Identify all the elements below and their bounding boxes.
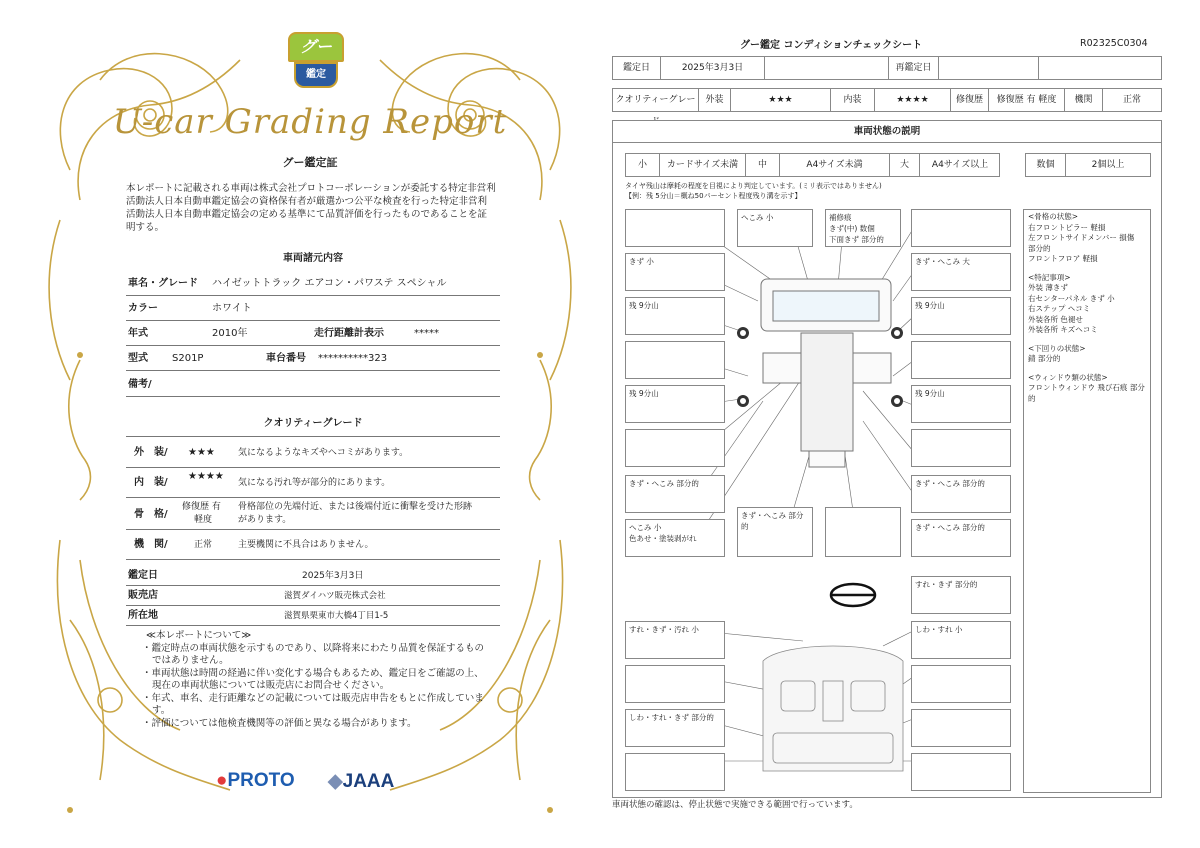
date-value: 2025年3月3日 xyxy=(661,57,765,79)
diagram-box-left-2: きず 小 xyxy=(625,253,725,291)
size-large: 大 xyxy=(890,154,920,176)
quality-grade-label: クオリティーグレー xyxy=(613,89,699,111)
state-title: 車両状態の説明 xyxy=(613,121,1161,143)
sheet-title: グー鑑定 コンディションチェックシート xyxy=(740,40,923,51)
vehicle-state-panel xyxy=(612,120,1162,798)
diagram-box xyxy=(911,753,1011,791)
date-blank xyxy=(765,57,889,79)
note-item: ・年式、車名、走行距離などの記載については販売店申告をもとに作成しています。 xyxy=(142,692,484,716)
exterior-label: 外装 xyxy=(699,89,731,111)
model-label: 型式 xyxy=(128,353,148,364)
diagram-box xyxy=(911,341,1011,379)
repair-history-label: 修復歴 xyxy=(951,89,989,111)
chassis-label: 車台番号 xyxy=(266,353,306,364)
engine-value: 正常 xyxy=(1122,95,1141,105)
int-label: 内 装/ xyxy=(134,477,168,488)
reinspection-value xyxy=(939,57,1039,79)
grade-row-engine xyxy=(126,530,500,560)
name-value: ハイゼットトラック エアコン・パワステ スペシャル xyxy=(212,278,447,289)
shop-value: 滋賀ダイハツ販売株式会社 xyxy=(284,591,386,601)
engine-desc: 主要機関に不具合はありません。 xyxy=(238,540,374,550)
date-label: 鑑定日 xyxy=(613,57,661,79)
goo-kantei-badge xyxy=(288,32,344,92)
diagram-box-right-10: しわ・すれ 小 xyxy=(911,621,1011,659)
shop-label: 販売店 xyxy=(128,590,158,601)
exterior-stars: ★★★ xyxy=(731,89,831,111)
spec-row-model xyxy=(126,346,500,371)
interior-label: 内装 xyxy=(831,89,875,111)
spec-row-name xyxy=(126,271,500,296)
color-label: カラー xyxy=(128,303,158,314)
badge-bottom-text: 鑑定 xyxy=(294,62,338,88)
count-label: 数個 xyxy=(1026,154,1066,176)
diagram-box xyxy=(825,507,901,557)
diagram-box-right-9: すれ・きず 部分的 xyxy=(911,576,1011,614)
ext-desc: 気になるようなキズやヘコミがあります。 xyxy=(238,448,409,458)
notes-title: ≪本レポートについて≫ xyxy=(146,630,252,641)
int-stars: ★★★★ xyxy=(188,471,224,482)
name-label: 車名・グレード xyxy=(128,278,198,289)
badge-top-text: グー xyxy=(288,32,344,62)
remarks-label: 備考/ xyxy=(128,379,152,390)
mileage-value: ***** xyxy=(414,328,439,339)
spec-row-year xyxy=(126,321,500,346)
chassis-value: **********323 xyxy=(318,353,388,364)
grade-row-exterior xyxy=(126,438,500,468)
diagram-box xyxy=(911,709,1011,747)
report-notes xyxy=(140,630,490,730)
engine-label: 機 関/ xyxy=(134,539,168,550)
diagram-box-left-7: きず・へこみ 部分的 xyxy=(625,475,725,513)
diagram-box xyxy=(625,753,725,791)
mileage-label: 走行距離計表示 xyxy=(314,328,384,339)
special-title: <特記事項> xyxy=(1028,272,1071,282)
address-label: 所在地 xyxy=(128,610,158,621)
inspection-row-date xyxy=(126,566,500,586)
diagram-box-left-3: 残 9分山 xyxy=(625,297,725,335)
diagram-box xyxy=(911,665,1011,703)
size-small: 小 xyxy=(626,154,660,176)
year-label: 年式 xyxy=(128,328,148,339)
diagram-box-right-8: きず・へこみ 部分的 xyxy=(911,519,1011,557)
spec-row-color xyxy=(126,296,500,321)
diagram-box-right-2: きず・へこみ 大 xyxy=(911,253,1011,291)
diagram-box-left-8: へこみ 小 色あせ・塗装剥がれ xyxy=(625,519,725,557)
sheet-code: R02325C0304 xyxy=(1080,38,1148,49)
model-value: S201P xyxy=(172,353,204,364)
report-script-title: U-car Grading Report xyxy=(112,102,508,142)
diagram-box xyxy=(625,341,725,379)
footer-note: 車両状態の確認は、停止状態で実施できる範囲で行っています。 xyxy=(612,800,858,810)
condition-info-panel xyxy=(1023,209,1151,793)
diagram-box-left-12: しわ・すれ・きず 部分的 xyxy=(625,709,725,747)
size-mid: 中 xyxy=(746,154,780,176)
diagram-box-rear-mid: きず・へこみ 部分的 xyxy=(737,507,813,557)
frame-desc-line1: 骨格部位の先端付近、または後端付近に衝撃を受けた形跡 xyxy=(238,502,473,512)
sponsor-logos xyxy=(216,770,416,800)
frame-value-line1: 修復歴 有 xyxy=(182,502,221,512)
under-title: <下回りの状態> xyxy=(1028,343,1086,353)
jaaa-logo: ◆JAAA xyxy=(328,771,395,792)
date-row xyxy=(612,56,1162,80)
diagram-box xyxy=(625,209,725,247)
inspection-row-shop xyxy=(126,586,500,606)
diagram-box xyxy=(625,429,725,467)
note-item: ・車両状態は時間の経過に伴い変化する場合もあるため、鑑定日をご確認の上、現在の車両状態については販売店にお問合せください。 xyxy=(142,667,484,691)
note-item: ・鑑定時点の車両状態を示すものであり、以降将来にわたり品質を保証するものではありません。 xyxy=(142,642,485,666)
inspection-row-address xyxy=(126,606,500,626)
certificate-body: 本レポートに記載される車両は株式会社プロトコーポレーションが委託する特定非営利活動法人日本自動車鑑定協会の資格保有者が厳選かつ公平な検査を行った特定非営利活動法人日本自動車鑑定協会の定める基準にて品質評価を行ったものであることを証明する。 xyxy=(126,183,496,233)
diagram-box-right-5: 残 9分山 xyxy=(911,385,1011,423)
engine-value: 正常 xyxy=(194,540,213,550)
diagram-box-right-7: きず・へこみ 部分的 xyxy=(911,475,1011,513)
diagram-box-right-3: 残 9分山 xyxy=(911,297,1011,335)
tire-note-1: タイヤ残山は摩耗の程度を目視により判定しています。(ミリ表示ではありません) xyxy=(625,182,882,190)
grade-row xyxy=(612,88,1162,112)
diagram-box xyxy=(625,665,725,703)
tire-note-2: 【例：残 5分山＝概ね50パーセント程度残り溝を示す】 xyxy=(625,192,802,200)
inspection-date-value: 2025年3月3日 xyxy=(302,571,364,581)
frame-label: 骨 格/ xyxy=(134,509,168,520)
grade-row-frame xyxy=(126,498,500,530)
frame-desc-line2: があります。 xyxy=(238,515,292,525)
diagram-box-front-mid-2: 補修痕 きず(中) 数個 下面きず 部分的 xyxy=(825,209,901,247)
color-value: ホワイト xyxy=(212,303,252,314)
condition-info-text: <骨格の状態> 右フロントピラー 軽損 左フロントサイドメンバー 損傷 部分的 フロントフロア 軽損 <特記事項> 外装 薄きず 右センターパネル きず 小 右ステップ ヘコミ 外装各所 色褪せ 外装各所 キズヘコミ <下回りの状態> 錆 部分的 <ウィンドウ類の状態> フロントウィンドウ 飛び石痕 部分的 xyxy=(1028,212,1150,404)
size-mid-desc: A4サイズ未満 xyxy=(780,154,890,176)
grading-certificate xyxy=(40,20,580,830)
proto-logo: ●PROTO xyxy=(216,770,295,791)
diagram-box-left-5: 残 9分山 xyxy=(625,385,725,423)
grade-section-title: クオリティーグレード xyxy=(263,418,363,429)
diagram-box-front-mid-1: へこみ 小 xyxy=(737,209,813,247)
diagram-box xyxy=(911,429,1011,467)
reinspection-label: 再鑑定日 xyxy=(889,57,939,79)
grade-row-interior xyxy=(126,468,500,498)
ext-label: 外 装/ xyxy=(134,447,168,458)
count-value: 2個以上 xyxy=(1091,160,1125,170)
frame-value-line2: 軽度 xyxy=(194,515,213,525)
frame-title: <骨格の状態> xyxy=(1028,212,1079,221)
interior-stars: ★★★★ xyxy=(875,89,951,111)
int-desc: 気になる汚れ等が部分的にあります。 xyxy=(238,478,391,488)
ext-stars: ★★★ xyxy=(188,447,215,458)
grade-title-rule xyxy=(126,429,500,437)
diagram-box-left-10: すれ・きず・汚れ 小 xyxy=(625,621,725,659)
engine-label: 機関 xyxy=(1065,89,1103,111)
note-item: ・評価については他検査機関等の評価と異なる場合があります。 xyxy=(142,717,417,729)
repair-history-value: 修復歴 有 軽度 xyxy=(989,89,1065,111)
window-title: <ウィンドウ類の状態> xyxy=(1028,372,1108,382)
diagram-box xyxy=(911,209,1011,247)
certificate-heading: グー鑑定証 xyxy=(282,156,338,169)
year-value: 2010年 xyxy=(212,328,248,339)
size-small-desc: カードサイズ未満 xyxy=(660,154,746,176)
spec-section-title: 車両諸元内容 xyxy=(283,253,343,264)
spec-row-remarks xyxy=(126,372,500,397)
condition-check-sheet xyxy=(610,30,1166,820)
size-large-desc: A4サイズ以上 xyxy=(931,160,989,170)
inspection-date-label: 鑑定日 xyxy=(128,570,158,581)
address-value: 滋賀県栗東市大橋4丁目1-5 xyxy=(284,611,389,621)
